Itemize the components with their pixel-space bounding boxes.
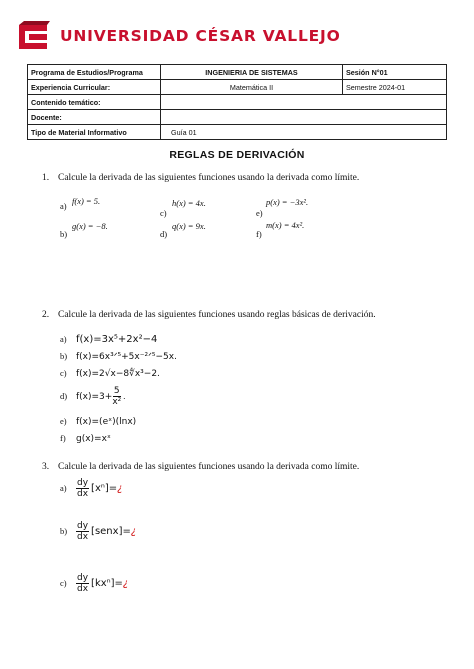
- q1-item-c: c): [160, 208, 167, 218]
- q3-item-b: b) $\frac{dy}{dx}$ [senx]=¿: [60, 521, 137, 542]
- semester-value: Semestre 2024-01: [343, 80, 447, 95]
- teacher-value: [161, 110, 447, 125]
- q1-expr-f: m(x) = 4x².: [266, 220, 305, 230]
- q3-item-a: a) $\frac{dy}{dx}$ [xⁿ]=¿: [60, 478, 123, 499]
- question-text: Calcule la derivada de las siguientes funciones usando la derivada como límite.: [58, 462, 360, 472]
- derivative-operator: $\frac{dy}{dx}$: [77, 521, 89, 542]
- q2-expr-e: f(x)=(eˣ)(lnx): [76, 417, 137, 427]
- course-label: Experiencia Curricular:: [28, 80, 161, 95]
- content-value: [161, 95, 447, 110]
- q2-expr-a: f(x)=3x⁵+2x²−4: [76, 334, 158, 345]
- q1-item-d: d): [160, 229, 168, 239]
- course-info-table: [27, 64, 447, 140]
- course-value: Matemática II: [161, 80, 343, 95]
- q2-item-f: f) g(x)=xˣ: [60, 433, 111, 444]
- q2-item-c: c) f(x)=2√x−8∜x³−2.: [60, 368, 160, 379]
- program-label: Programa de Estudios/Programa: [28, 65, 161, 80]
- question-number: 2.: [42, 310, 50, 320]
- q2-fraction-d: $\frac{5}{\text{x²}}$: [112, 386, 122, 407]
- q1-item-a: a): [60, 201, 67, 211]
- university-name: UNIVERSIDAD CÉSAR VALLEJO: [60, 27, 341, 45]
- question-1: [42, 173, 359, 183]
- q1-item-f: f): [256, 229, 262, 239]
- question-3: [42, 462, 359, 472]
- q1-item-b: b): [60, 229, 68, 239]
- university-logo-icon: [16, 21, 50, 51]
- q2-expr-f: g(x)=xˣ: [76, 434, 111, 444]
- q1-expr-b: g(x) = −8.: [72, 221, 108, 231]
- q1-item-e: e): [256, 208, 263, 218]
- q2-item-b: b) f(x)=6x³ᐟ⁵+5x⁻²ᐟ⁵−5x.: [60, 351, 177, 362]
- q2-item-d: d) f(x)=3+ $\frac{5}{\text{x²}}$ .: [60, 386, 126, 407]
- teacher-label: Docente:: [28, 110, 161, 125]
- header: [16, 18, 341, 54]
- q2-expr-b: f(x)=6x³ᐟ⁵+5x⁻²ᐟ⁵−5x.: [76, 352, 177, 362]
- content-label: Contenido temático:: [28, 95, 161, 110]
- derivative-operator: $\frac{dy}{dx}$: [77, 573, 89, 594]
- q1-expr-c: h(x) = 4x.: [172, 198, 206, 208]
- q1-expr-e: p(x) = −3x².: [266, 197, 309, 207]
- program-value: INGENIERIA DE SISTEMAS: [161, 65, 343, 80]
- question-number: 1.: [42, 173, 50, 183]
- q2-item-e: e) f(x)=(eˣ)(lnx): [60, 416, 137, 427]
- material-type-label: Tipo de Material Informativo: [28, 125, 161, 140]
- page-title: REGLAS DE DERIVACIÓN: [169, 149, 305, 161]
- q1-expr-d: q(x) = 9x.: [172, 221, 206, 231]
- question-text: Calcule la derivada de las siguientes funciones usando la derivada como límite.: [58, 173, 360, 183]
- question-2: [42, 310, 376, 320]
- q3-item-c: c) $\frac{dy}{dx}$ [kxⁿ]=¿: [60, 573, 129, 594]
- question-number: 3.: [42, 462, 50, 472]
- session-label: Sesión N°01: [343, 65, 447, 80]
- q1-expr-a: f(x) = 5.: [72, 196, 101, 206]
- q2-item-a: a) f(x)=3x⁵+2x²−4: [60, 334, 158, 345]
- question-text: Calcule la derivada de las siguientes funciones usando reglas básicas de derivación.: [58, 310, 376, 320]
- derivative-operator: $\frac{dy}{dx}$: [77, 478, 89, 499]
- material-type-value: Guía 01: [161, 125, 447, 140]
- q2-expr-c: f(x)=2√x−8∜x³−2.: [76, 369, 160, 379]
